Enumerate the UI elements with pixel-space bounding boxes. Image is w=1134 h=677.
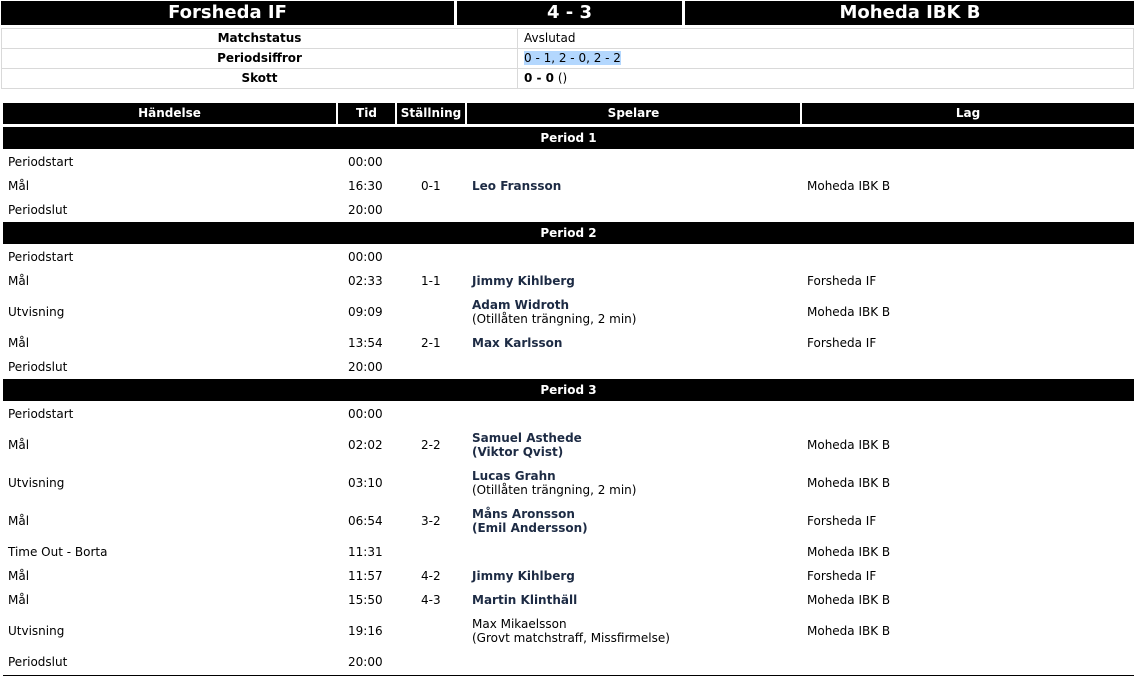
shots-extra: () xyxy=(554,71,568,85)
event-time: 00:00 xyxy=(348,250,383,264)
event-player-cell xyxy=(472,588,577,612)
event-team: Moheda IBK B xyxy=(807,305,891,319)
event-score: 2-1 xyxy=(421,336,441,350)
event-row xyxy=(3,245,1134,269)
event-row xyxy=(3,198,1134,222)
event-team: Forsheda IF xyxy=(807,514,877,528)
column-header-player: Spelare xyxy=(467,103,800,124)
event-time: 20:00 xyxy=(348,203,383,217)
event-type: Mål xyxy=(8,336,30,350)
event-time: 00:00 xyxy=(348,155,383,169)
event-type: Mål xyxy=(8,274,30,288)
event-player-cell xyxy=(472,426,582,464)
event-team: Forsheda IF xyxy=(807,336,877,350)
player-name[interactable]: Samuel Asthede xyxy=(472,431,582,445)
event-time: 19:16 xyxy=(348,624,383,638)
column-header-event: Händelse xyxy=(3,103,336,124)
event-time: 02:33 xyxy=(348,274,383,288)
event-team: Moheda IBK B xyxy=(807,545,891,559)
event-score: 1-1 xyxy=(421,274,441,288)
event-team: Moheda IBK B xyxy=(807,593,891,607)
event-time: 15:50 xyxy=(348,593,383,607)
player-name[interactable]: Jimmy Kihlberg xyxy=(472,274,575,288)
event-player-cell xyxy=(472,293,636,331)
player-name[interactable]: Adam Widroth xyxy=(472,298,570,312)
event-type: Periodslut xyxy=(8,360,68,374)
event-team: Forsheda IF xyxy=(807,274,877,288)
event-type: Time Out - Borta xyxy=(8,545,108,559)
match-info-table xyxy=(1,28,1134,89)
event-type: Mål xyxy=(8,514,30,528)
column-header-time: Tid xyxy=(338,103,395,124)
event-time: 03:10 xyxy=(348,476,383,490)
column-header-score: Ställning xyxy=(397,103,465,124)
event-type: Utvisning xyxy=(8,624,65,638)
player-name: Max Mikaelsson xyxy=(472,617,567,631)
event-type: Periodstart xyxy=(8,155,74,169)
info-label: Periodsiffror xyxy=(2,49,518,68)
info-label: Skott xyxy=(2,69,518,88)
period-header: Period 3 xyxy=(3,379,1134,401)
event-row xyxy=(3,293,1134,331)
player-name[interactable]: Jimmy Kihlberg xyxy=(472,569,575,583)
event-type: Utvisning xyxy=(8,305,65,319)
event-time: 20:00 xyxy=(348,655,383,669)
event-row xyxy=(3,355,1134,379)
event-score: 4-2 xyxy=(421,569,441,583)
event-player-cell xyxy=(472,612,670,650)
event-team: Forsheda IF xyxy=(807,569,877,583)
event-row xyxy=(3,588,1134,612)
assist-player-name[interactable]: (Emil Andersson) xyxy=(472,521,588,535)
event-type: Mål xyxy=(8,179,30,193)
event-row xyxy=(3,464,1134,502)
selected-text: 0 - 1, 2 - 0, 2 - 2 xyxy=(524,51,621,65)
event-type: Mål xyxy=(8,438,30,452)
event-row xyxy=(3,174,1134,198)
info-row-periodsiffror xyxy=(1,49,1134,69)
event-row xyxy=(3,540,1134,564)
event-type: Periodslut xyxy=(8,655,68,669)
event-row xyxy=(3,150,1134,174)
away-team-name: Moheda IBK B xyxy=(685,1,1134,25)
event-time: 13:54 xyxy=(348,336,383,350)
player-name[interactable]: Lucas Grahn xyxy=(472,469,556,483)
event-row xyxy=(3,612,1134,650)
event-time: 20:00 xyxy=(348,360,383,374)
event-type: Periodstart xyxy=(8,250,74,264)
penalty-detail: (Grovt matchstraff, Missfirmelse) xyxy=(472,631,670,645)
event-score: 0-1 xyxy=(421,179,441,193)
event-time: 02:02 xyxy=(348,438,383,452)
home-team-name: Forsheda IF xyxy=(1,1,454,25)
event-time: 09:09 xyxy=(348,305,383,319)
event-row xyxy=(3,402,1134,426)
match-score: 4 - 3 xyxy=(457,1,682,25)
player-name[interactable]: Måns Aronsson xyxy=(472,507,575,521)
event-time: 11:31 xyxy=(348,545,383,559)
player-name[interactable]: Martin Klinthäll xyxy=(472,593,578,607)
event-player-cell xyxy=(472,564,575,588)
penalty-detail: (Otillåten trängning, 2 min) xyxy=(472,312,637,326)
info-label: Matchstatus xyxy=(2,29,518,48)
event-row xyxy=(3,650,1134,674)
event-type: Mål xyxy=(8,569,30,583)
event-player-cell xyxy=(472,269,575,293)
event-team: Moheda IBK B xyxy=(807,624,891,638)
player-name[interactable]: Max Karlsson xyxy=(472,336,563,350)
table-bottom-border xyxy=(3,675,1134,676)
event-row xyxy=(3,564,1134,588)
event-type: Mål xyxy=(8,593,30,607)
column-header-team: Lag xyxy=(802,103,1134,124)
info-row-skott xyxy=(1,69,1134,89)
event-row xyxy=(3,269,1134,293)
info-value xyxy=(524,69,567,88)
info-row-matchstatus xyxy=(1,28,1134,49)
shots-value: 0 - 0 xyxy=(524,71,555,85)
event-score: 4-3 xyxy=(421,593,441,607)
event-team: Moheda IBK B xyxy=(807,438,891,452)
period-header: Period 1 xyxy=(3,127,1134,149)
event-team: Moheda IBK B xyxy=(807,179,891,193)
info-value xyxy=(524,49,621,68)
event-type: Periodslut xyxy=(8,203,68,217)
event-player-cell xyxy=(472,331,562,355)
event-player-cell xyxy=(472,502,588,540)
event-score: 3-2 xyxy=(421,514,441,528)
event-team: Moheda IBK B xyxy=(807,476,891,490)
event-row xyxy=(3,502,1134,540)
event-row xyxy=(3,426,1134,464)
period-header: Period 2 xyxy=(3,222,1134,244)
info-value: Avslutad xyxy=(524,31,576,45)
assist-player-name[interactable]: (Viktor Qvist) xyxy=(472,445,564,459)
event-time: 11:57 xyxy=(348,569,383,583)
event-time: 16:30 xyxy=(348,179,383,193)
penalty-detail: (Otillåten trängning, 2 min) xyxy=(472,483,637,497)
match-header xyxy=(1,1,1134,25)
event-player-cell xyxy=(472,464,636,502)
event-type: Periodstart xyxy=(8,407,74,421)
player-name[interactable]: Leo Fransson xyxy=(472,179,562,193)
event-score: 2-2 xyxy=(421,438,441,452)
event-time: 00:00 xyxy=(348,407,383,421)
event-time: 06:54 xyxy=(348,514,383,528)
event-type: Utvisning xyxy=(8,476,65,490)
event-player-cell xyxy=(472,174,561,198)
event-row xyxy=(3,331,1134,355)
